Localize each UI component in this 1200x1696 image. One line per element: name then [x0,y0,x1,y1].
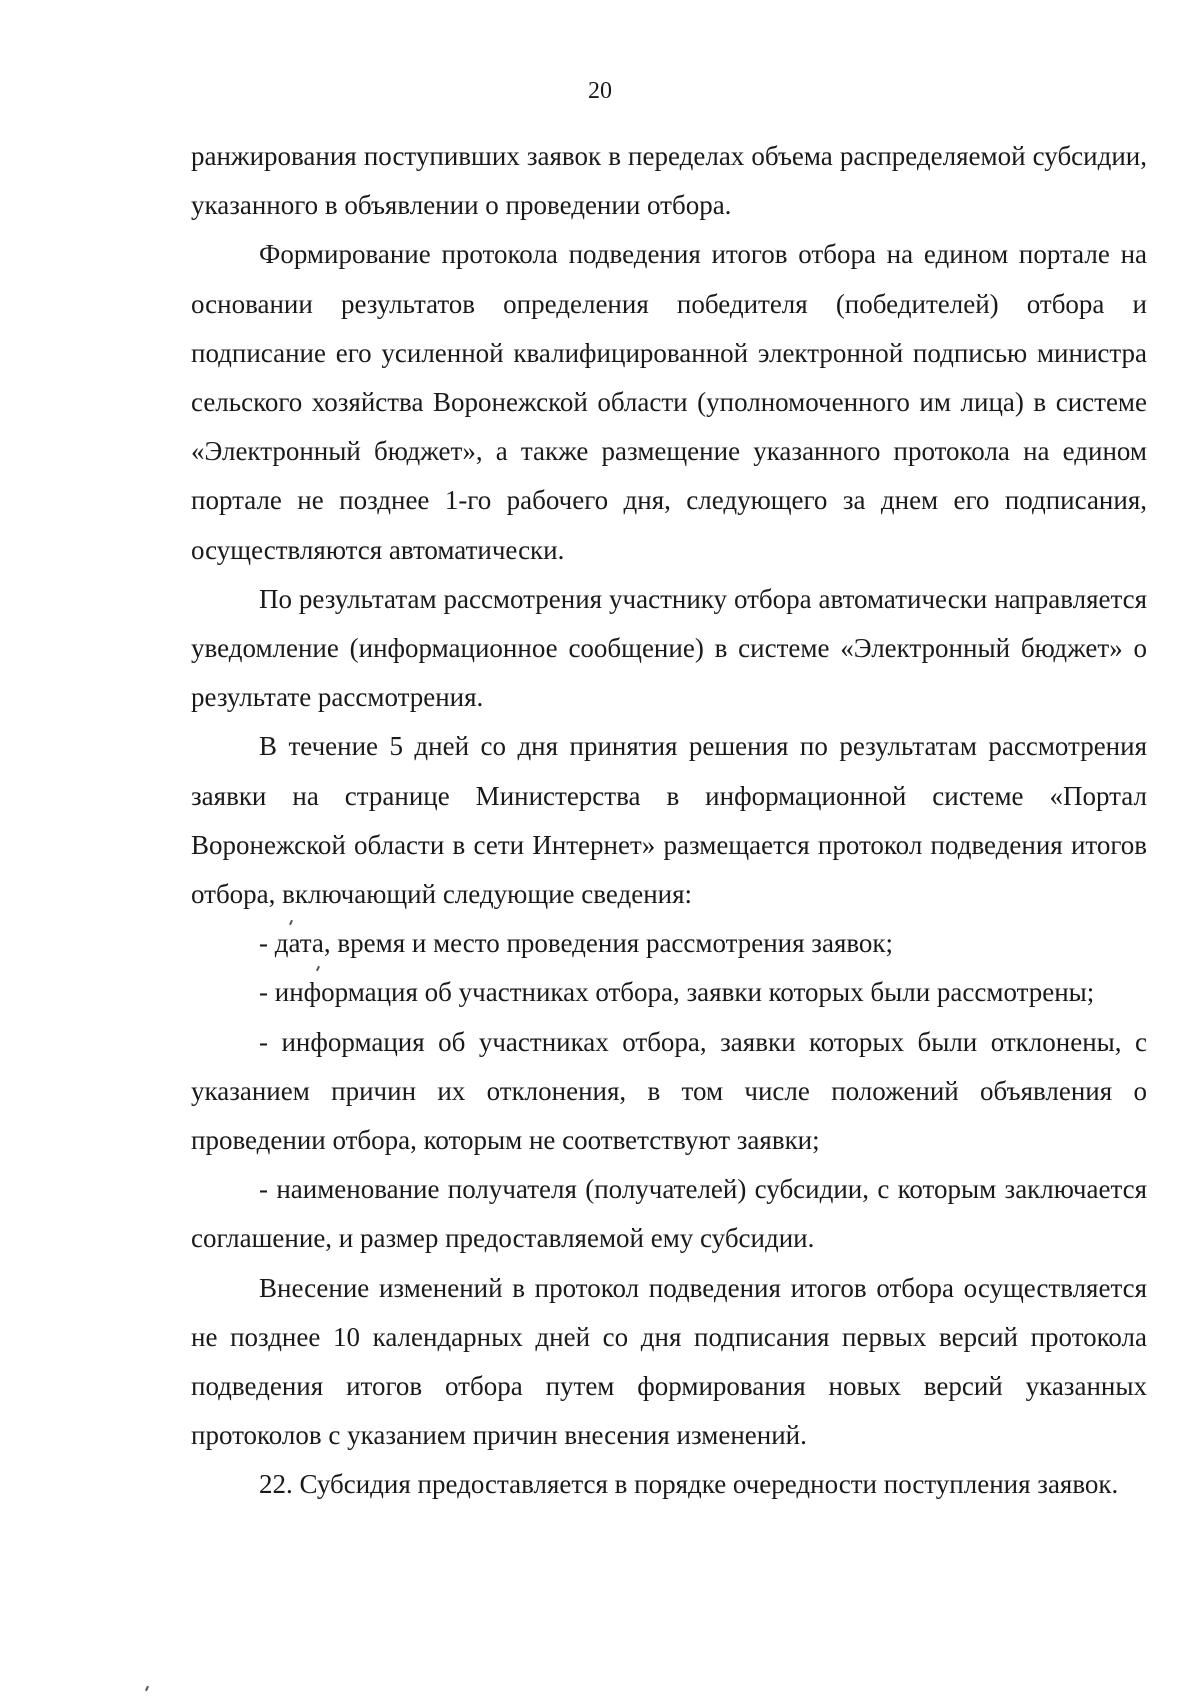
paragraph: В течение 5 дней со дня принятия решения по результатам рассмотрения заявки на странице Министерства в информационной системе «Портал Воронежской области в сети Интернет» размещается протокол подведения итогов отбора, включающий следующие сведения: [191,731,1147,910]
paragraph: Внесение изменений в протокол подведения итогов отбора осуществляется не позднее 10 календарных дней со дня подписания первых версий протокола подведения итогов отбора путем формирования новых версий указанных протоколов с указанием причин внесения изменений. [191,1272,1147,1451]
paragraph: Формирование протокола подведения итогов отбора на едином портале на основании результатов определения победителя (победителей) отбора и подписание его усиленной квалифицированной электронной подписью министра сельского хозяйства Воронежской области (уполномоченного им лица) в системе «Электронный бюджет», а также размещение указанного протокола на едином портале не позднее 1-го рабочего дня, следующего за днем его подписания, осуществляются автоматически. [191,239,1147,565]
list-item: - информация об участниках отбора, заявки которых были отклонены, с указанием причин их отклонения, в том числе положений объявления о проведении отбора, которым не соответствуют заявки; [191,1026,1147,1156]
list-item: - наименование получателя (получателей) субсидии, с которым заключается соглашение, и размер предоставляемой ему субсидии. [191,1174,1147,1254]
list-item: - дата, время и место проведения рассмотрения заявок; [259,928,894,959]
paragraph: По результатам рассмотрения участнику отбора автоматически направляется уведомление (информационное сообщение) в системе «Электронный бюджет» о результате рассмотрения. [191,583,1147,713]
document-body [191,132,1147,1510]
paragraph: 22. Субсидия предоставляется в порядке очередности поступления заявок. [259,1469,1119,1500]
scan-speck [145,1686,149,1691]
paragraph: ранжирования поступивших заявок в переделах объема распределяемой субсидии, указанного в объявлении о проведении отбора. [191,141,1147,221]
page-number: 20 [588,78,612,104]
list-item: - информация об участниках отбора, заявки которых были рассмотрены; [259,977,1095,1008]
